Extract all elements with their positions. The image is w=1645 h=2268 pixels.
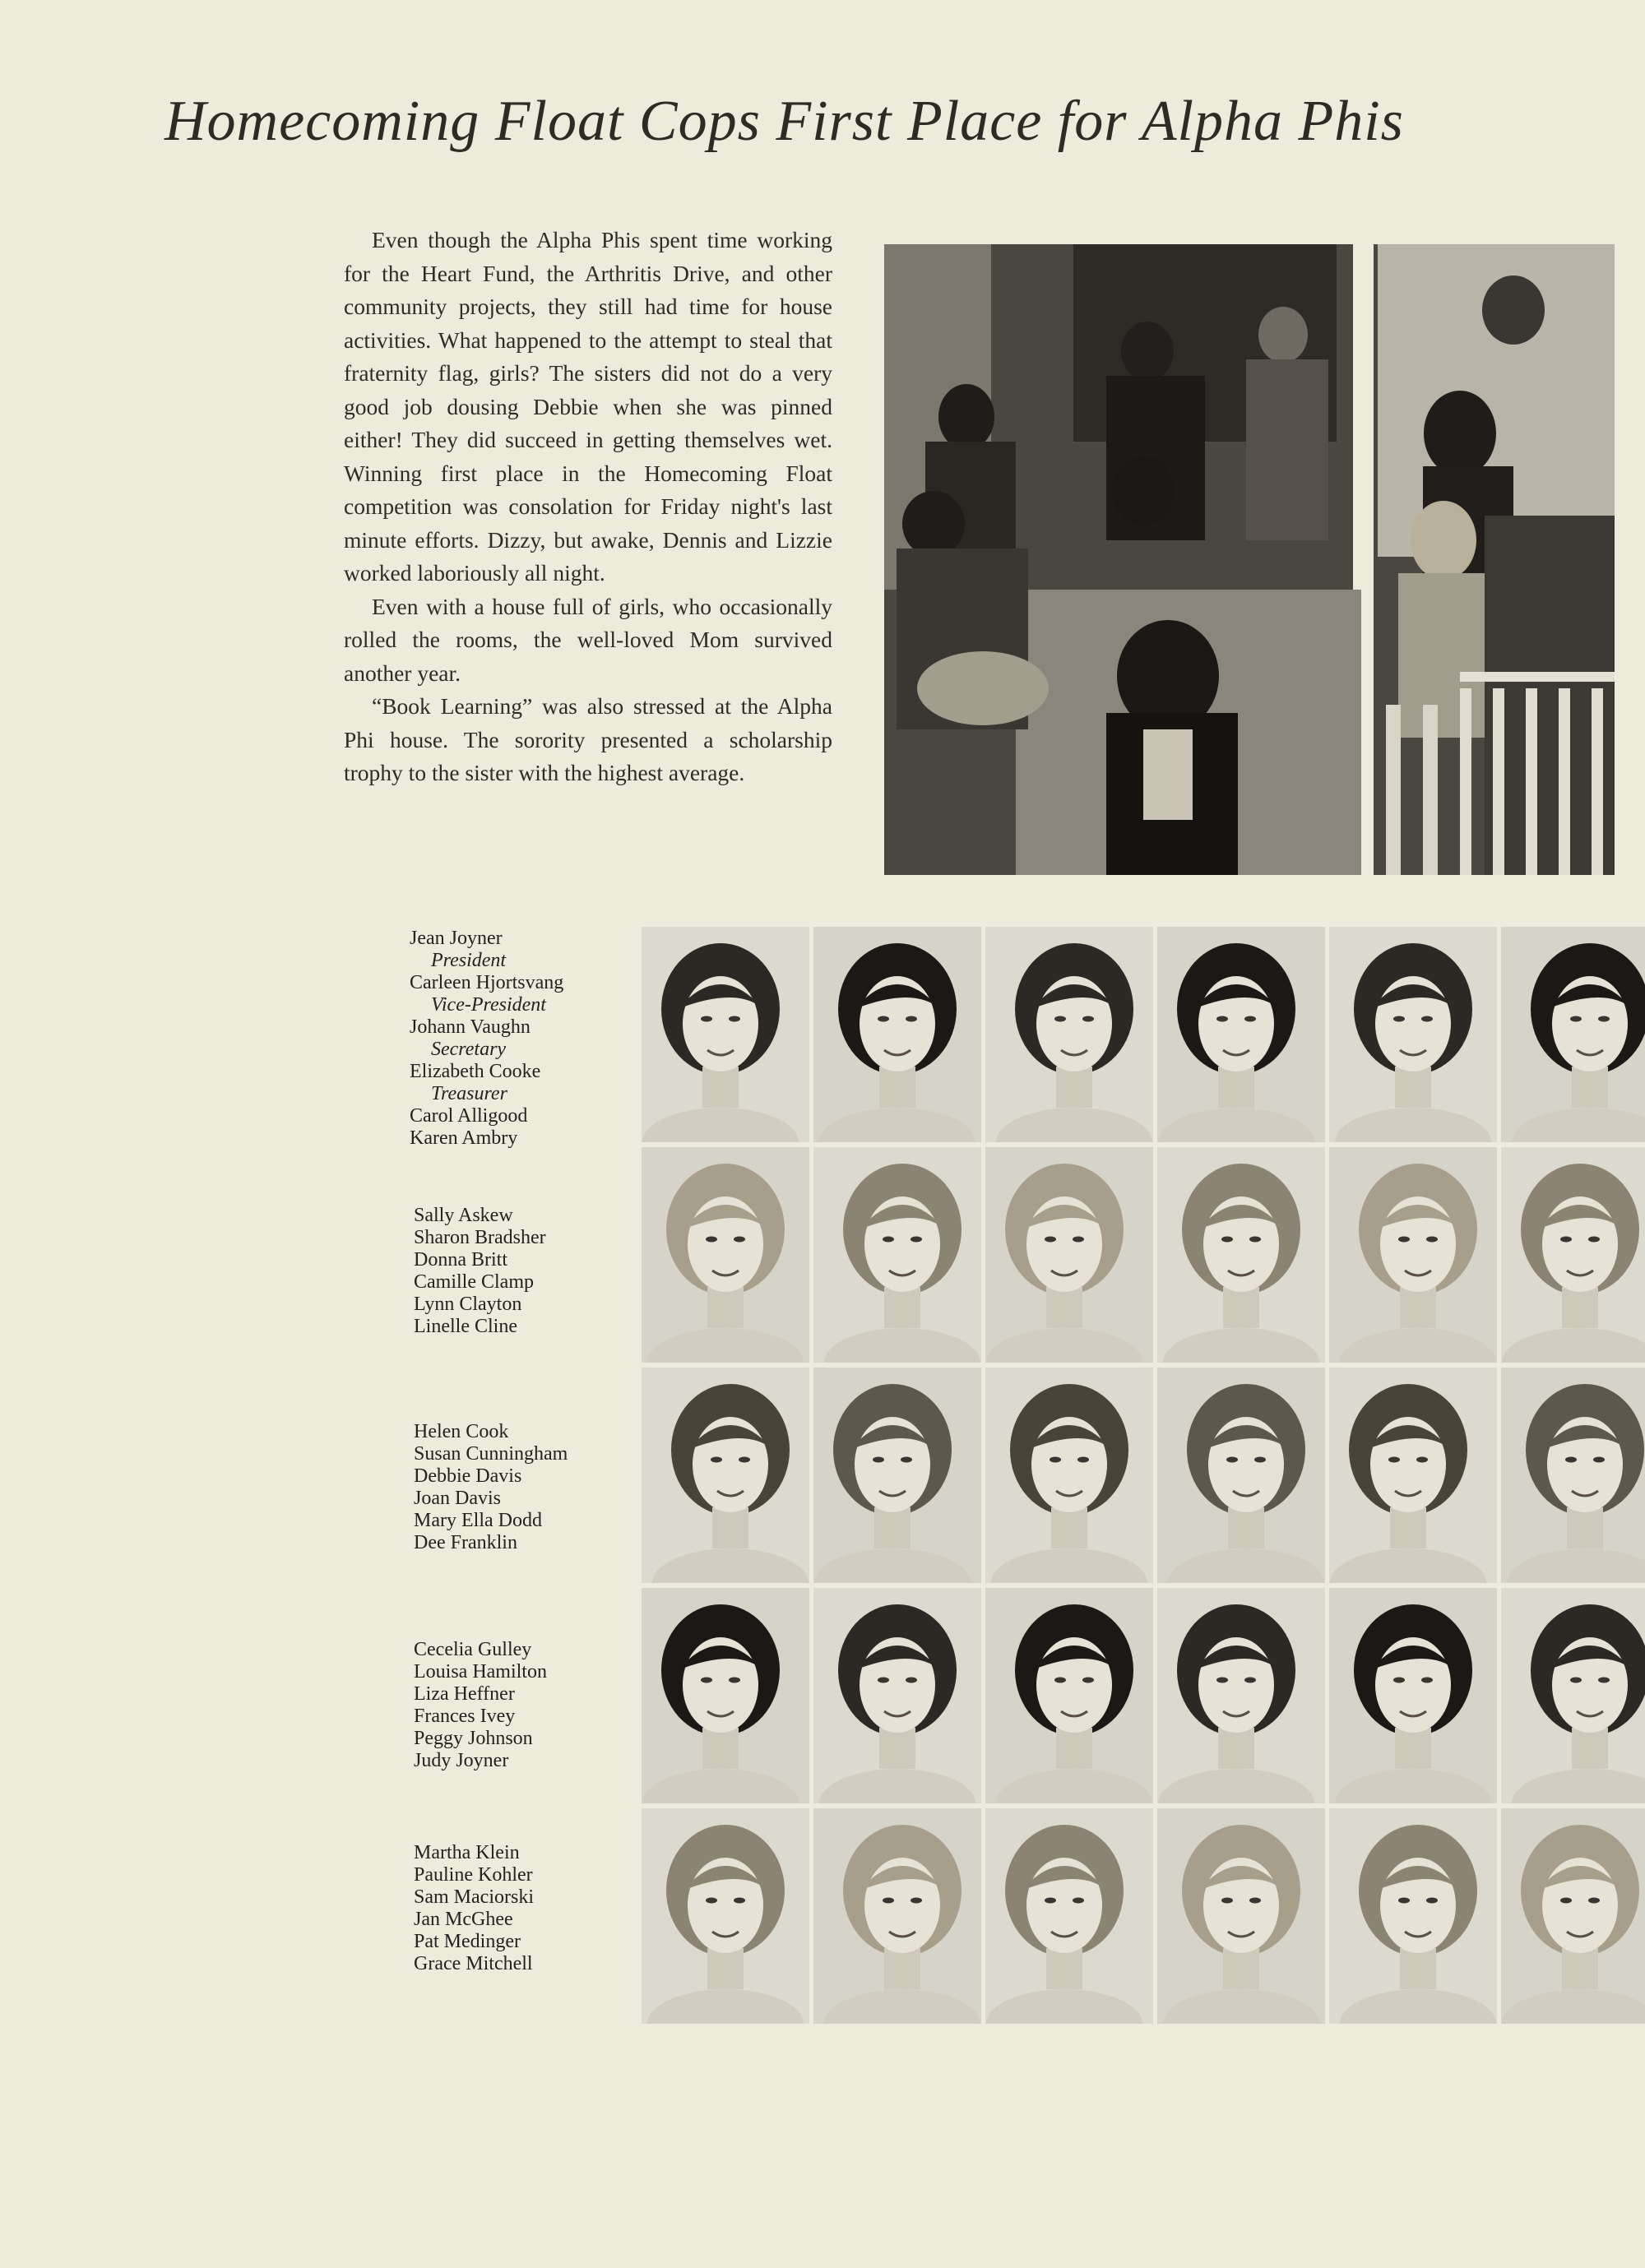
member-portrait <box>1501 1808 1645 2024</box>
officer-title: President <box>431 950 507 971</box>
member-portrait <box>1157 1368 1325 1583</box>
member-name: Cecelia Gulley <box>414 1639 532 1660</box>
member-portrait <box>1329 1368 1497 1583</box>
article-paragraph: “Book Learning” was also stressed at the Alpha Phi house. The sorority presented a scholarship trophy to the sister with the highest average. <box>344 693 832 785</box>
member-portrait <box>1329 1808 1497 2024</box>
member-name: Jean Joyner <box>410 928 503 949</box>
names-block-officers <box>410 928 563 1150</box>
member-portrait <box>813 1368 981 1583</box>
names-block-row-4 <box>414 1639 547 1772</box>
names-block-row-2 <box>414 1205 546 1338</box>
officer-title: Treasurer <box>431 1083 507 1104</box>
member-portrait <box>1157 927 1325 1142</box>
member-name: Joan Davis <box>414 1488 501 1509</box>
article-paragraph: Even with a house full of girls, who occasionally rolled the rooms, the well-loved Mom survived another year. <box>344 593 832 686</box>
member-portrait <box>985 927 1153 1142</box>
member-portrait <box>1329 927 1497 1142</box>
member-portrait <box>1329 1588 1497 1803</box>
member-portrait <box>813 927 981 1142</box>
member-portrait <box>642 1808 809 2024</box>
member-name: Pauline Kohler <box>414 1864 533 1886</box>
member-portrait <box>1329 1147 1497 1363</box>
member-name: Judy Joyner <box>414 1750 509 1771</box>
member-portrait <box>642 1588 809 1803</box>
member-portrait <box>1157 1588 1325 1803</box>
member-portrait <box>985 1368 1153 1583</box>
officer-title: Secretary <box>431 1039 507 1060</box>
member-name: Debbie Davis <box>414 1465 522 1487</box>
member-name: Susan Cunningham <box>414 1443 568 1465</box>
member-portrait <box>985 1147 1153 1363</box>
member-name: Peggy Johnson <box>414 1728 533 1749</box>
names-block-row-3 <box>414 1421 568 1554</box>
member-name: Camille Clamp <box>414 1271 534 1293</box>
article-text <box>344 224 832 790</box>
member-portrait <box>1157 1147 1325 1363</box>
member-name: Martha Klein <box>414 1842 520 1863</box>
member-name: Dee Franklin <box>414 1532 517 1553</box>
names-block-row-5 <box>414 1842 534 1975</box>
member-portrait <box>1501 1368 1645 1583</box>
member-portrait <box>642 1368 809 1583</box>
member-name: Helen Cook <box>414 1421 509 1442</box>
member-portrait <box>1501 927 1645 1142</box>
member-name: Lynn Clayton <box>414 1294 522 1315</box>
member-name: Sharon Bradsher <box>414 1227 546 1248</box>
member-portrait <box>985 1808 1153 2024</box>
member-portrait <box>642 927 809 1142</box>
member-name: Pat Medinger <box>414 1931 521 1952</box>
member-portrait <box>1501 1147 1645 1363</box>
member-portrait <box>1501 1588 1645 1803</box>
page-title: Homecoming Float Cops First Place for Alpha Phis <box>164 90 1404 153</box>
member-name: Jan McGhee <box>414 1909 513 1930</box>
member-name: Elizabeth Cooke <box>410 1061 541 1082</box>
portrait-grid <box>642 927 1645 2025</box>
member-portrait <box>813 1808 981 2024</box>
member-name: Karen Ambry <box>410 1127 518 1149</box>
member-name: Liza Heffner <box>414 1683 515 1705</box>
article-paragraph: Even though the Alpha Phis spent time working for the Heart Fund, the Arthritis Drive, and other community projects, they still had time for house activities. What happened to the attempt to steal that fraternity flag, girls? The sisters did not do a very good job dousing Debbie when she was pinned either! They did succeed in getting themselves wet. Winning first place in the Homecoming Float competition was consolation for Friday night's last minute efforts. Dizzy, but awake, Dennis and Lizzie worked laboriously all night. <box>344 227 832 586</box>
member-name: Carleen Hjortsvang <box>410 972 564 993</box>
member-name: Johann Vaughn <box>410 1016 531 1038</box>
member-name: Donna Britt <box>414 1249 507 1271</box>
member-portrait <box>813 1147 981 1363</box>
group-photo-image <box>884 244 1615 875</box>
member-name: Linelle Cline <box>414 1316 517 1337</box>
member-name: Frances Ivey <box>414 1706 516 1727</box>
member-name: Grace Mitchell <box>414 1953 533 1974</box>
member-name: Sam Maciorski <box>414 1886 534 1908</box>
member-portrait <box>813 1588 981 1803</box>
group-photo <box>884 244 1615 875</box>
member-portrait <box>1157 1808 1325 2024</box>
officer-title: Vice-President <box>431 994 546 1016</box>
member-name: Louisa Hamilton <box>414 1661 547 1682</box>
member-portrait <box>642 1147 809 1363</box>
member-name: Carol Alligood <box>410 1105 528 1127</box>
member-portrait <box>985 1588 1153 1803</box>
member-name: Sally Askew <box>414 1205 513 1226</box>
member-name: Mary Ella Dodd <box>414 1510 542 1531</box>
